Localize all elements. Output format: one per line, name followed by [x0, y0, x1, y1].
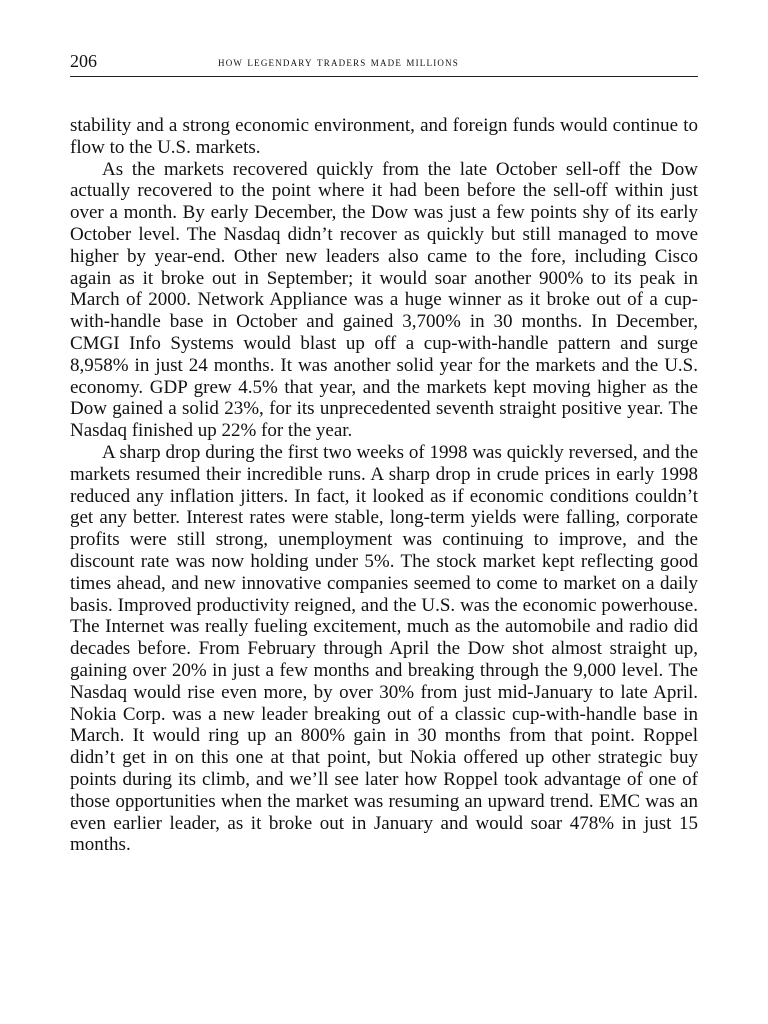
- running-head-title: how legendary traders made millions: [218, 55, 459, 69]
- body-text: [70, 115, 698, 856]
- paragraph-1998-markets: A sharp drop during the first two weeks of 1998 was quickly reversed, and the markets resumed their incredible runs. A sharp drop in crude prices in early 1998 reduced any inflation jitters. In fact, it looked as if economic conditions couldn’t get any better. Interest rates were stable, long-term yields were falling, corporate profits were still strong, unemployment was continuing to improve, and the discount rate was now holding under 5%. The stock market kept reflecting good times ahead, and new innovative companies seemed to come to market on a daily basis. Improved productivity reigned, and the U.S. was the economic powerhouse. The Internet was really fueling excitement, much as the automobile and radio did decades before. From February through April the Dow shot almost straight up, gaining over 20% in just a few months and breaking through the 9,000 level. The Nasdaq would rise even more, by over 30% from just mid-January to late April. Nokia Corp. was a new leader breaking out of a classic cup-with-handle base in March. It would ring up an 800% gain in 30 months from that point. Roppel didn’t get in on this one at that point, but Nokia offered up other strategic buy points during its climb, and we’ll see later how Roppel took advantage of one of those opportunities when the market was resuming an upward trend. EMC was an even earlier leader, as it broke out in January and would soar 478% in just 15 months.: [70, 441, 698, 856]
- page-number: 206: [70, 51, 97, 71]
- running-header: [70, 48, 698, 77]
- paragraph-late-1997-recovery: As the markets recovered quickly from the late October sell-off the Dow actually recovered to the point where it had been before the sell-off within just over a month. By early December, the Dow was just a few points shy of its early October level. The Nasdaq didn’t recover as quickly but still managed to move higher by year-end. Other new leaders also came to the fore, including Cisco again as it broke out in September; it would soar another 900% to its peak in March of 2000. Network Appliance was a huge winner as it broke out of a cup-with-handle base in October and gained 3,700% in 30 months. In December, CMGI Info Systems would blast up off a cup-with-handle pattern and surge 8,958% in just 24 months. It was another solid year for the markets and the U.S. economy. GDP grew 4.5% that year, and the markets kept moving higher as the Dow gained a solid 23%, for its unprecedented seventh straight positive year. The Nasdaq finished up 22% for the year.: [70, 158, 698, 442]
- paragraph-continuation: stability and a strong economic environment, and foreign funds would continue to flow to the U.S. markets.: [70, 115, 698, 158]
